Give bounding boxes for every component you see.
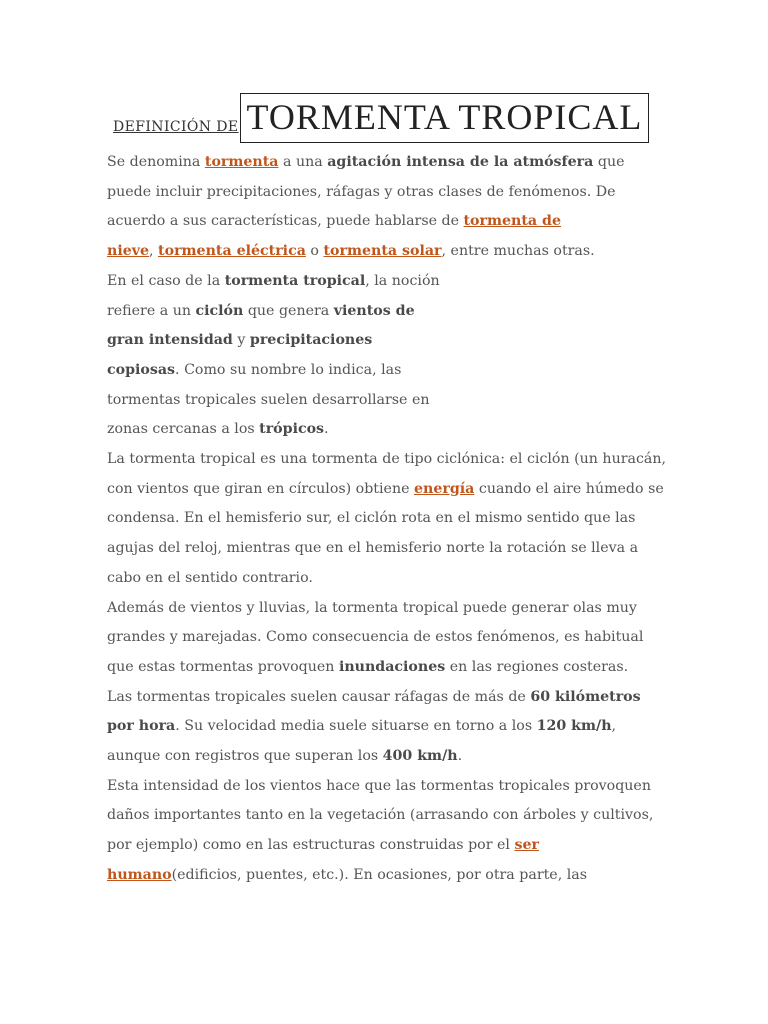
text-line — [107, 237, 667, 267]
text-line — [107, 564, 667, 594]
text-run: En el caso de la — [107, 272, 225, 289]
text-run: zonas cercanas a los — [107, 421, 260, 438]
text-run: , — [611, 718, 617, 735]
bold-text: trópicos — [259, 421, 325, 438]
text-run: con vientos que giran en círculos) obtiene — [107, 480, 414, 497]
text-line — [107, 594, 667, 624]
text-run: Esta intensidad de los vientos hace que las tormentas tropicales provoquen — [107, 777, 651, 794]
text-line — [107, 356, 667, 386]
text-line — [107, 861, 667, 891]
text-line — [107, 623, 667, 653]
document-title — [113, 91, 649, 143]
text-run: Se denomina — [107, 154, 205, 170]
text-line — [107, 178, 667, 208]
title-prefix: DEFINICIÓN DE — [113, 119, 239, 135]
bold-text: copiosas — [107, 361, 176, 378]
inline-link[interactable]: nieve — [107, 243, 150, 260]
bold-text: 60 kilómetros — [530, 688, 641, 705]
bold-text: vientos de — [333, 302, 415, 319]
text-line — [107, 534, 667, 564]
text-line — [107, 415, 667, 445]
text-line — [107, 772, 667, 802]
inline-link[interactable]: tormenta de — [463, 213, 561, 230]
text-run: y — [232, 332, 250, 349]
text-run: La tormenta tropical es una tormenta de tipo ciclónica: el ciclón (un huracán, — [107, 451, 666, 468]
text-run: , — [149, 243, 159, 260]
inline-link[interactable]: tormenta eléctrica — [158, 243, 306, 260]
text-run: . Como su nombre lo indica, las — [175, 361, 402, 378]
body-text — [107, 148, 667, 891]
text-run: que — [593, 154, 625, 170]
text-line — [107, 326, 667, 356]
text-line — [107, 148, 667, 178]
inline-link[interactable]: ser — [514, 837, 539, 854]
text-line — [107, 207, 667, 237]
text-line — [107, 386, 667, 416]
text-run: aunque con registros que superan los — [107, 748, 383, 765]
text-run: cabo en el sentido contrario. — [107, 569, 313, 586]
text-run: (edificios, puentes, etc.). En ocasiones, por otra parte, las — [171, 866, 587, 883]
text-line — [107, 653, 667, 683]
bold-text: precipitaciones — [249, 332, 373, 349]
bold-text: por hora — [107, 718, 176, 735]
text-line — [107, 683, 667, 713]
text-run: en las regiones costeras. — [445, 658, 629, 675]
text-run: Las tormentas tropicales suelen causar ráfagas de más de — [107, 688, 531, 705]
text-run: puede incluir precipitaciones, ráfagas y otras clases de fenómenos. De — [107, 183, 616, 200]
inline-link[interactable]: energía — [414, 480, 475, 497]
title-main-box: TORMENTA TROPICAL — [240, 93, 650, 143]
text-run: a una — [278, 154, 328, 170]
text-line — [107, 801, 667, 831]
text-run: refiere a un — [107, 302, 196, 319]
text-line — [107, 475, 667, 505]
text-run: que estas tormentas provoquen — [107, 658, 339, 675]
bold-text: tormenta tropical — [224, 272, 366, 289]
bold-text: gran intensidad — [107, 332, 233, 349]
text-run: Además de vientos y lluvias, la tormenta tropical puede generar olas muy — [107, 599, 637, 616]
text-run: que genera — [243, 302, 334, 319]
text-run: . Su velocidad media suele situarse en torno a los — [175, 718, 537, 735]
text-line — [107, 504, 667, 534]
text-run: grandes y marejadas. Como consecuencia de estos fenómenos, es habitual — [107, 629, 644, 646]
text-run: cuando el aire húmedo se — [474, 480, 664, 497]
text-run: , la noción — [365, 272, 440, 289]
inline-link[interactable]: tormenta solar — [323, 243, 442, 260]
text-run: condensa. En el hemisferio sur, el ciclón rota en el mismo sentido que las — [107, 510, 636, 527]
text-run: o — [305, 243, 324, 260]
text-line — [107, 445, 667, 475]
inline-link[interactable]: tormenta — [204, 154, 279, 170]
text-run: por ejemplo) como en las estructuras construidas por el — [107, 837, 515, 854]
bold-text: inundaciones — [338, 658, 446, 675]
bold-text: ciclón — [195, 302, 244, 319]
text-line — [107, 831, 667, 861]
bold-text: agitación intensa de la atmósfera — [327, 154, 594, 170]
text-line — [107, 267, 667, 297]
text-run: acuerdo a sus características, puede hablarse de — [107, 213, 464, 230]
inline-link[interactable]: humano — [107, 866, 172, 883]
text-run: agujas del reloj, mientras que en el hemisferio norte la rotación se lleva a — [107, 540, 639, 557]
text-line — [107, 742, 667, 772]
text-run: . — [457, 748, 463, 765]
text-run: tormentas tropicales suelen desarrollarse en — [107, 391, 430, 408]
bold-text: 400 km/h — [382, 748, 458, 765]
text-run: , entre muchas otras. — [441, 243, 595, 260]
text-run: daños importantes tanto en la vegetación (arrasando con árboles y cultivos, — [107, 807, 654, 824]
text-run: . — [324, 421, 329, 438]
text-line — [107, 297, 667, 327]
text-line — [107, 712, 667, 742]
bold-text: 120 km/h — [536, 718, 612, 735]
